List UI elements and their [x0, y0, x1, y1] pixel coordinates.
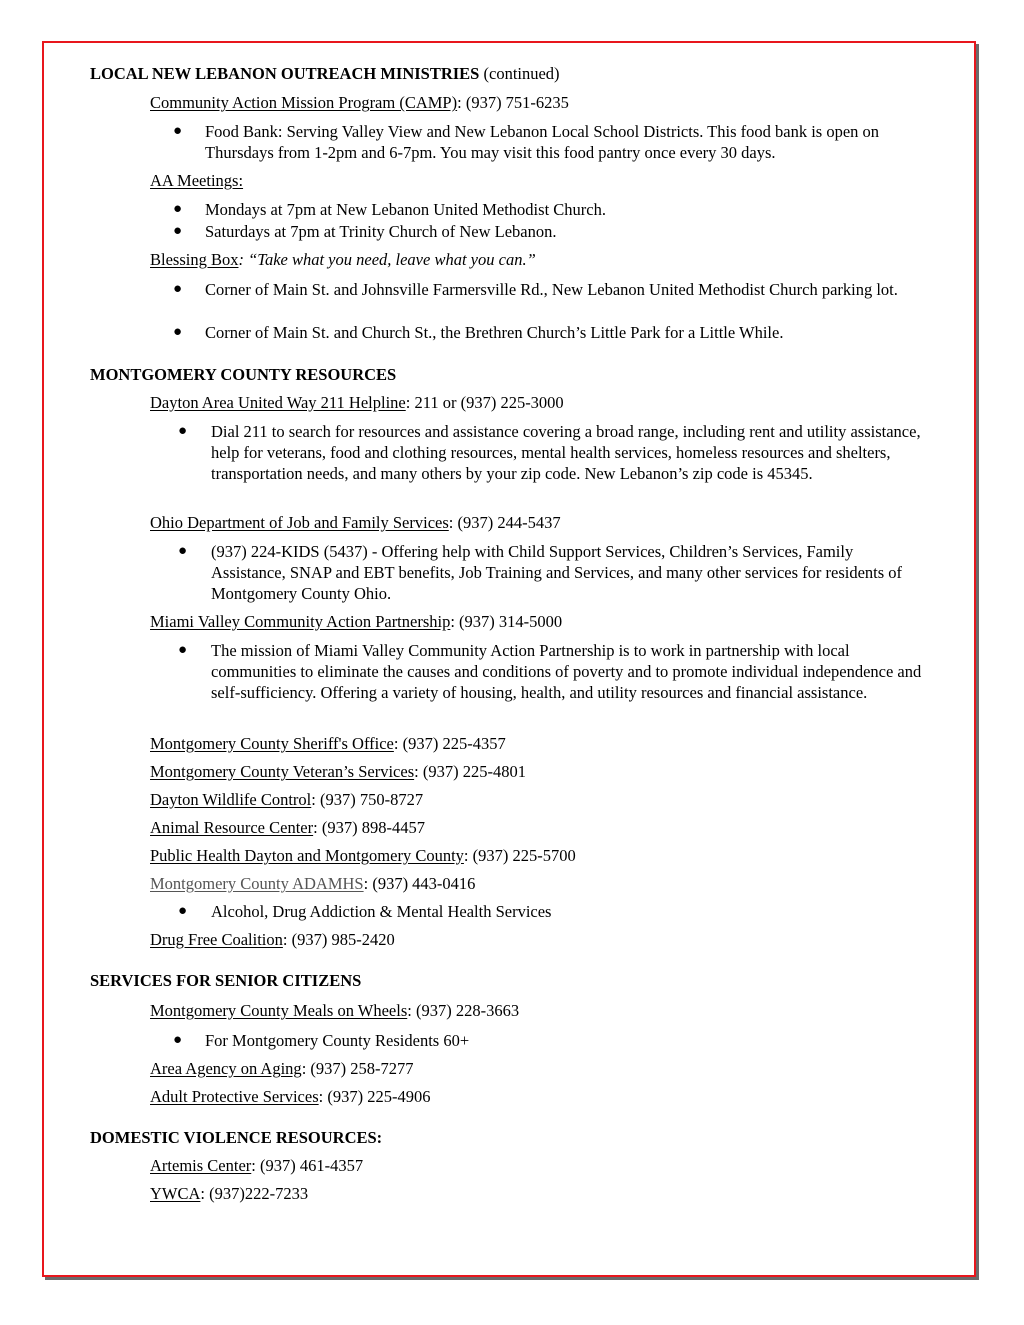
resource-phone: : (937) 443-0416: [363, 874, 476, 893]
resource-name[interactable]: Montgomery County Sheriff's Office: [150, 734, 394, 753]
aa-saturday-text: Saturdays at 7pm at Trinity Church of New Lebanon.: [205, 222, 557, 241]
entry-artemis: [150, 1155, 363, 1176]
resource-name[interactable]: Miami Valley Community Action Partnership: [150, 612, 451, 631]
resource-phone: : (937)222-7233: [200, 1184, 309, 1203]
section-heading-montgomery: [90, 364, 396, 385]
section-title: SERVICES FOR SENIOR CITIZENS: [90, 971, 362, 990]
resource-name[interactable]: Drug Free Coalition: [150, 930, 283, 949]
camp-food-bank-text: Food Bank: Serving Valley View and New Lebanon Local School Districts. This food bank is open on Thursdays from 1-2pm and 6-7pm. You may visit this food pantry once every 30 days.: [205, 122, 880, 162]
resource-name[interactable]: Dayton Wildlife Control: [150, 790, 312, 809]
entry-drug-free: [150, 929, 395, 950]
united-way-description: Dial 211 to search for resources and assistance covering a broad range, including rent and utility assistance, help for veterans, food and clothing resources, mental health services, homeless resources and shelters, transportation needs, and many others by your zip code. New Lebanon’s zip code is 45345.: [211, 422, 921, 483]
entry-blessing-box: [150, 249, 536, 270]
resource-phone: : 211 or (937) 225-3000: [405, 393, 564, 412]
entry-veterans: [150, 761, 526, 782]
entry-ywca: [150, 1183, 308, 1204]
resource-name[interactable]: Ohio Department of Job and Family Services: [150, 513, 449, 532]
resource-name[interactable]: Blessing Box: [150, 250, 239, 269]
bullet-icon: ●: [178, 642, 188, 658]
section-heading-new-lebanon: [90, 63, 560, 84]
resource-name[interactable]: Public Health Dayton and Montgomery County: [150, 846, 464, 865]
resource-name[interactable]: Area Agency on Aging: [150, 1059, 302, 1078]
resource-name[interactable]: Artemis Center: [150, 1156, 252, 1175]
resource-name[interactable]: Montgomery County Veteran’s Services: [150, 762, 415, 781]
entry-area-agency: [150, 1058, 414, 1079]
resource-phone: : (937) 225-4801: [414, 762, 526, 781]
resource-phone: : (937) 898-4457: [313, 818, 425, 837]
entry-meals-on-wheels: [150, 1000, 519, 1021]
resource-phone: : (937) 225-4906: [318, 1087, 431, 1106]
section-title: DOMESTIC VIOLENCE RESOURCES:: [90, 1128, 383, 1147]
bullet-icon: ●: [178, 423, 188, 439]
entry-camp: [150, 92, 569, 113]
resource-name[interactable]: Community Action Mission Program (CAMP): [150, 93, 458, 112]
section-heading-seniors: [90, 970, 361, 991]
odjfs-description: (937) 224-KIDS (5437) - Offering help with Child Support Services, Children’s Services, Family Assistance, SNAP and EBT benefits, Job Training and Services, and many other services for residents of Montgomery County Ohio.: [211, 542, 903, 603]
entry-mvcap: [150, 611, 562, 632]
resource-phone: : (937) 461-4357: [251, 1156, 364, 1175]
section-title: MONTGOMERY COUNTY RESOURCES: [90, 365, 397, 384]
resource-phone: : (937) 751-6235: [457, 93, 569, 112]
resource-name[interactable]: Animal Resource Center: [150, 818, 314, 837]
resource-phone: : (937) 314-5000: [450, 612, 563, 631]
aa-monday-text: Mondays at 7pm at New Lebanon United Methodist Church.: [205, 200, 606, 219]
mvcap-description: The mission of Miami Valley Community Action Partnership is to work in partnership with local communities to eliminate the causes and conditions of poverty and to promote individual independence and self-sufficiency. Offering a variety of housing, health, and utility resources and financial assistance.: [211, 641, 922, 702]
resource-name[interactable]: Montgomery County ADAMHS: [150, 874, 364, 893]
entry-public-health: [150, 845, 576, 866]
adamhs-description: Alcohol, Drug Addiction & Mental Health Services: [211, 902, 552, 921]
resource-name[interactable]: Adult Protective Services: [150, 1087, 319, 1106]
entry-adult-protective: [150, 1086, 430, 1107]
resource-phone: : (937) 225-4357: [393, 734, 506, 753]
blessing-box-location-1: Corner of Main St. and Johnsville Farmersville Rd., New Lebanon United Methodist Church parking lot.: [205, 280, 898, 299]
resource-phone: : (937) 985-2420: [282, 930, 395, 949]
entry-animal-resource: [150, 817, 425, 838]
entry-sheriff: [150, 733, 506, 754]
resource-phone: : (937) 228-3663: [407, 1001, 520, 1020]
resource-phone: : (937) 244-5437: [448, 513, 561, 532]
bullet-icon: ●: [173, 281, 183, 297]
entry-united-way: [150, 392, 564, 413]
section-title: LOCAL NEW LEBANON OUTREACH MINISTRIES: [90, 64, 480, 83]
section-title-suffix: (continued): [483, 64, 560, 83]
blessing-box-location-2: Corner of Main St. and Church St., the Brethren Church’s Little Park for a Little While.: [205, 323, 784, 342]
resource-phone: : (937) 225-5700: [463, 846, 576, 865]
bullet-icon: ●: [178, 543, 188, 559]
section-heading-domestic-violence: [90, 1127, 382, 1148]
resource-phone: : (937) 750-8727: [311, 790, 424, 809]
resource-phone: : (937) 258-7277: [301, 1059, 414, 1078]
entry-odjfs: [150, 512, 561, 533]
bullet-icon: ●: [173, 1032, 183, 1048]
resource-name[interactable]: Montgomery County Meals on Wheels: [150, 1001, 408, 1020]
resource-name[interactable]: Dayton Area United Way 211 Helpline: [150, 393, 406, 412]
blessing-box-quote: : “Take what you need, leave what you can.”: [238, 250, 536, 269]
bullet-icon: ●: [173, 324, 183, 340]
bullet-icon: ●: [178, 903, 188, 919]
entry-adamhs: [150, 873, 475, 894]
bullet-icon: ●: [173, 123, 183, 139]
entry-wildlife: [150, 789, 423, 810]
meals-description: For Montgomery County Residents 60+: [205, 1031, 470, 1050]
entry-aa: [150, 170, 243, 191]
bullet-icon: ●: [173, 201, 183, 217]
bullet-icon: ●: [173, 223, 183, 239]
resource-name[interactable]: YWCA: [150, 1184, 201, 1203]
resource-name[interactable]: AA Meetings:: [150, 171, 244, 190]
